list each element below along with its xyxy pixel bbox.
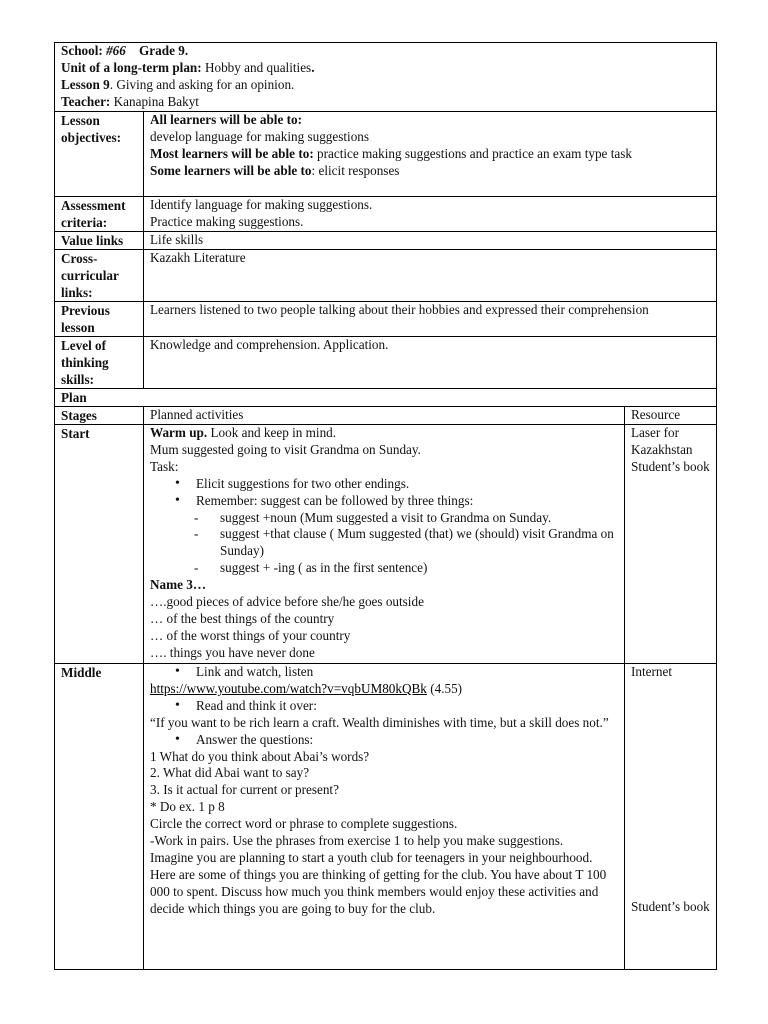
unit-value: Hobby and qualities [204, 59, 312, 75]
start-bullet-1: • Elicit suggestions for two other endings. [196, 476, 619, 493]
unit-label: Unit of a long-term plan: [61, 59, 202, 75]
video-link-line [150, 681, 619, 698]
value-links-text: Life skills [144, 232, 717, 250]
unit-dot: . [311, 59, 315, 75]
name-three-item-3: … of the worst things of your country [150, 627, 351, 643]
objectives-label: Lesson objectives: [55, 112, 144, 197]
assessment-line-2: Practice making suggestions. [150, 213, 304, 229]
suggest-forms-list [150, 510, 619, 578]
warmup-label: Warm up. [150, 425, 208, 440]
activities-header: Planned activities [144, 407, 625, 425]
suggest-form-3: - suggest + -ing ( as in the first sentence) [220, 560, 619, 577]
middle-bullet-read [150, 698, 619, 715]
start-bullet-2: • Remember: suggest can be followed by three things: [196, 493, 619, 510]
teacher-value: Kanapina Bakyt [113, 93, 199, 109]
question-2: 2. What did Abai want to say? [150, 765, 310, 781]
question-1: 1 What do you think about Abai’s words? [150, 748, 370, 764]
warmup-text: Look and keep in mind. [207, 425, 337, 440]
exercise-instruction: * Do ex. 1 p 8 [150, 799, 225, 815]
plan-header-row [55, 407, 717, 425]
link-watch-bullet: • Link and watch, listen [196, 664, 619, 681]
most-learners-label: Most learners will be able to: [150, 145, 314, 161]
thinking-skills-label: Level of thinking skills: [55, 337, 144, 389]
middle-row [55, 664, 717, 970]
teacher-label: Teacher: [61, 93, 111, 109]
question-3: 3. Is it actual for current or present? [150, 782, 339, 798]
circle-instruction: Circle the correct word or phrase to complete suggestions. [150, 816, 458, 832]
some-learners-text: : elicit responses [311, 162, 400, 178]
value-links-row [55, 232, 717, 250]
middle-activities [144, 664, 625, 970]
video-duration: (4.55) [426, 680, 463, 696]
lesson-label: Lesson 9 [61, 76, 110, 92]
start-stage: Start [55, 425, 144, 664]
name-three-label: Name 3… [150, 577, 207, 593]
all-learners-text: develop language for making suggestions [150, 128, 370, 144]
resource-header: Resource [625, 407, 717, 425]
previous-lesson-label: Previous lesson [55, 302, 144, 337]
assessment-row [55, 197, 717, 232]
middle-resource [625, 664, 717, 970]
most-learners-line [150, 146, 711, 163]
all-learners-label: All learners will be able to: [150, 112, 302, 127]
value-links-label: Value links [55, 232, 144, 250]
lesson-value: . Giving and asking for an opinion. [109, 76, 295, 92]
school-line [61, 43, 711, 60]
lesson-line [61, 77, 711, 94]
stages-header: Stages [55, 407, 144, 425]
grade-label: Grade 9. [139, 43, 189, 58]
school-label: School: [61, 43, 103, 58]
suggest-form-2: - suggest +that clause ( Mum suggested (that) we (should) visit Grandma on Sunday) [220, 526, 619, 560]
video-link[interactable]: https://www.youtube.com/watch?v=vqbUM80kQBk [150, 680, 427, 696]
youth-club-task: Imagine you are planning to start a youth club for teenagers in your neighbourhood. Here are some of things you are thinking of getting for the club. You have about T 100 000 to spent. Discuss how much you think members would enjoy these activities and decide which things you are going to buy for the club. [150, 849, 607, 916]
start-row [55, 425, 717, 664]
assessment-content [144, 197, 717, 232]
start-activities [144, 425, 625, 664]
warmup-sentence: Mum suggested going to visit Grandma on Sunday. [150, 441, 421, 457]
pairs-instruction: -Work in pairs. Use the phrases from exercise 1 to help you make suggestions. [150, 833, 564, 849]
thinking-skills-text: Knowledge and comprehension. Application. [144, 337, 717, 389]
thinking-skills-row [55, 337, 717, 389]
unit-line [61, 60, 711, 77]
middle-stage: Middle [55, 664, 144, 970]
previous-lesson-row [55, 302, 717, 337]
some-learners-label: Some learners will be able to [150, 162, 312, 178]
cross-curricular-text: Kazakh Literature [144, 250, 717, 302]
resource-internet: Internet [631, 664, 673, 679]
abai-quote: “If you want to be rich learn a craft. Wealth diminishes with time, but a skill does not.” [150, 714, 609, 730]
plan-row [55, 389, 717, 407]
plan-label: Plan [55, 389, 717, 407]
name-three-item-2: … of the best things of the country [150, 610, 335, 626]
teacher-line [61, 94, 711, 111]
middle-bullet-link [150, 664, 619, 681]
start-resource: Laser for Kazakhstan Student’s book [625, 425, 717, 664]
read-think-bullet: • Read and think it over: [196, 698, 619, 715]
assessment-label: Assessment criteria: [55, 197, 144, 232]
start-bullet-list [150, 476, 619, 510]
name-three-item-4: …. things you have never done [150, 644, 315, 660]
cross-curricular-label: Cross-curricular links: [55, 250, 144, 302]
suggest-form-1: - suggest +noun (Mum suggested a visit to Grandma on Sunday. [220, 510, 619, 527]
cross-curricular-row [55, 250, 717, 302]
some-learners-line [150, 163, 711, 180]
answer-questions-bullet: • Answer the questions: [196, 732, 619, 749]
warmup-line [150, 425, 619, 442]
school-value: #66 [106, 43, 126, 58]
name-three-item-1: ….good pieces of advice before she/he goes outside [150, 594, 424, 610]
objectives-content [144, 112, 717, 197]
assessment-line-1: Identify language for making suggestions. [150, 197, 373, 212]
lesson-plan-table [54, 42, 717, 970]
objectives-row [55, 112, 717, 197]
previous-lesson-text: Learners listened to two people talking about their hobbies and expressed their comprehension [144, 302, 717, 337]
resource-students-book: Student’s book [631, 899, 710, 914]
most-learners-text: practice making suggestions and practice an exam type task [313, 145, 632, 161]
middle-bullet-answer [150, 732, 619, 749]
header-row [55, 43, 717, 112]
task-label: Task: [150, 458, 179, 474]
